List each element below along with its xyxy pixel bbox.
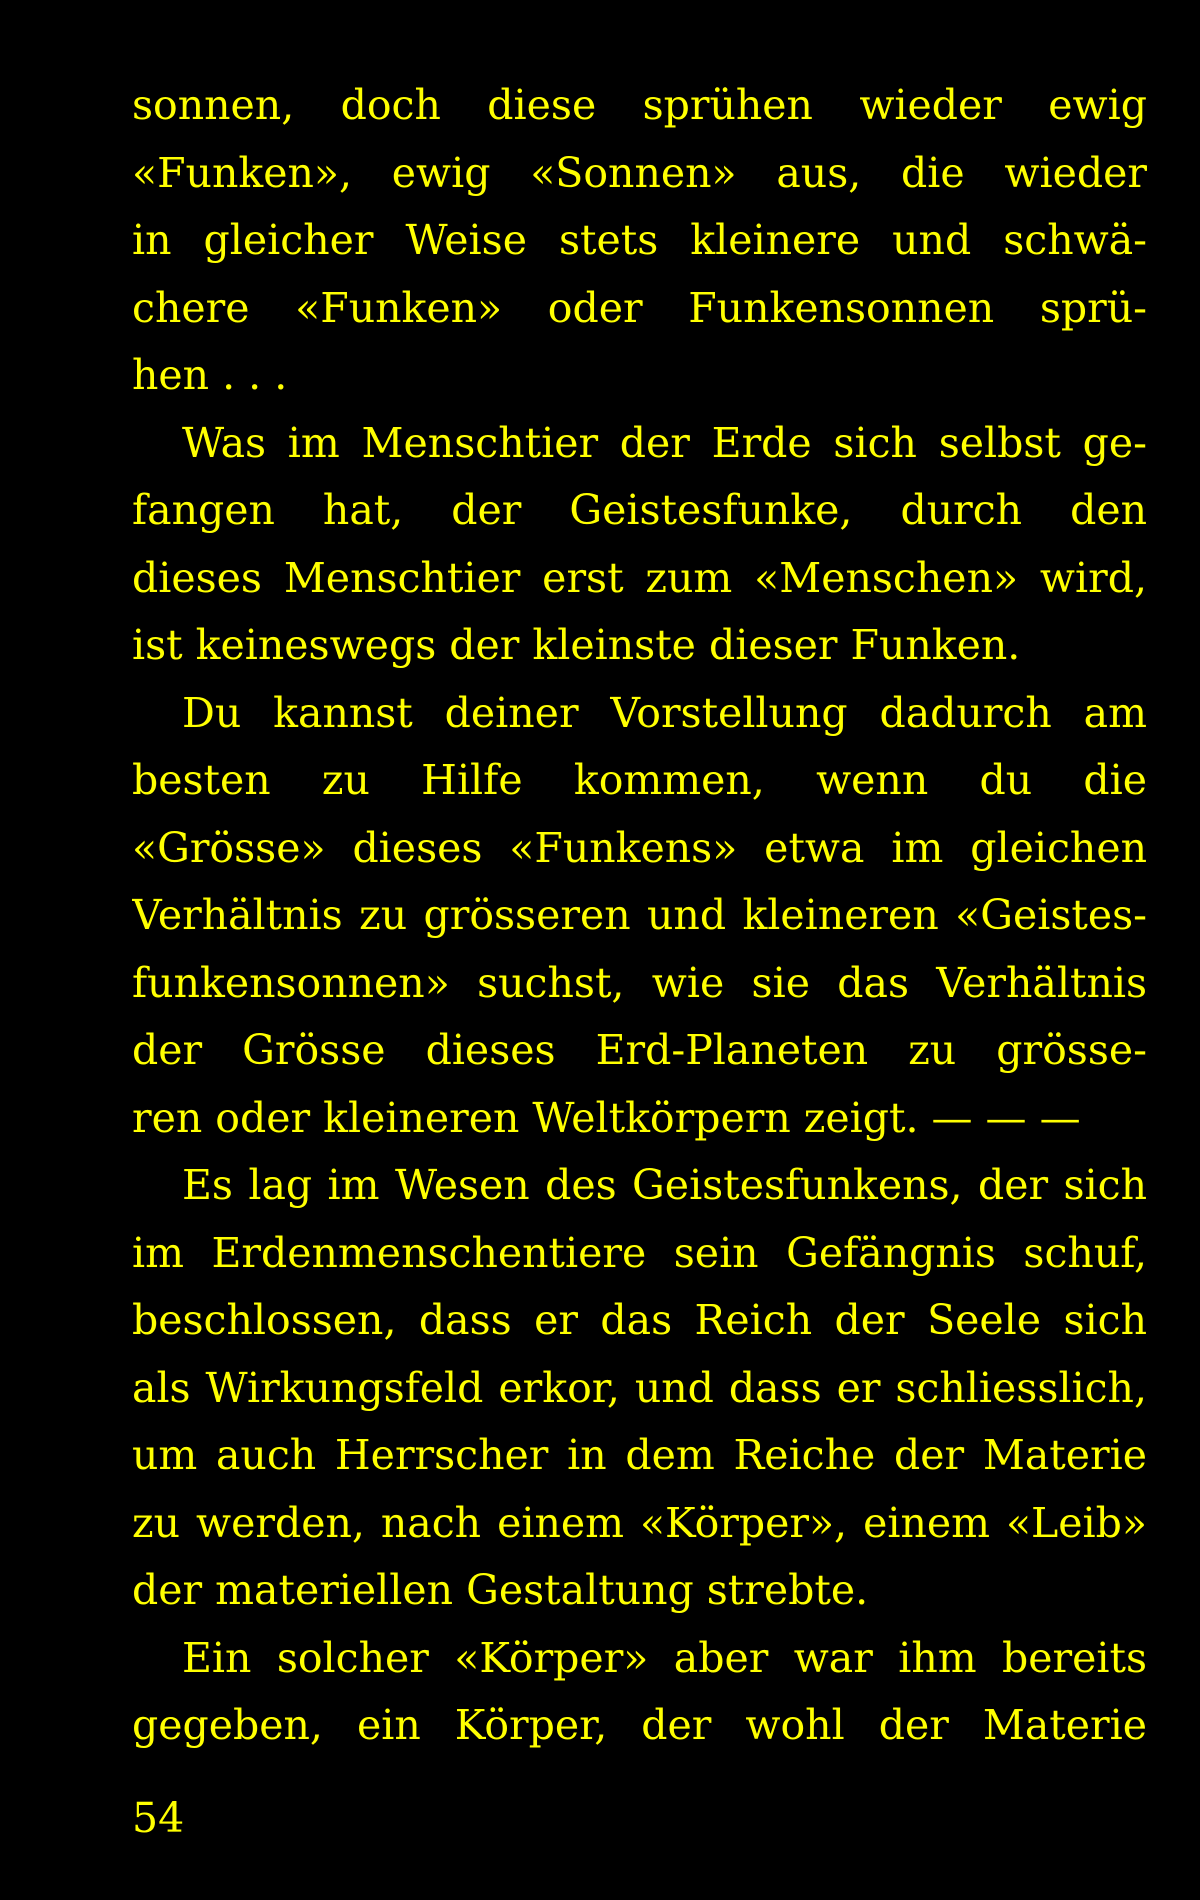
text-line: um auch Herrscher in dem Reiche der Materie <box>132 1431 1147 1479</box>
text-line: beschlossen, dass er das Reich der Seele sich <box>132 1296 1147 1344</box>
text-line: zu werden, nach einem «Körper», einem «Leib» <box>132 1498 1147 1547</box>
text-line: Es lag im Wesen des Geistesfunkens, der sich <box>182 1161 1147 1209</box>
text-line: ist keineswegs der kleinste dieser Funken. <box>132 621 1021 669</box>
text-line: der Grösse dieses Erd-Planeten zu grösse- <box>132 1026 1147 1074</box>
text-line: «Funken», ewig «Sonnen» aus, die wieder <box>132 148 1147 197</box>
text-line: ren oder kleineren Weltkörpern zeigt. — — — <box>132 1093 1081 1142</box>
text-line: chere «Funken» oder Funkensonnen sprü- <box>132 283 1147 332</box>
text-line: im Erdenmenschentiere sein Gefängnis schuf, <box>132 1228 1147 1277</box>
text-line: als Wirkungsfeld erkor, und dass er schliesslich, <box>132 1363 1147 1412</box>
text-line: Ein solcher «Körper» aber war ihm bereits <box>182 1633 1147 1682</box>
page-number: 54 <box>132 1794 185 1842</box>
text-line: Du kannst deiner Vorstellung dadurch am <box>182 688 1147 737</box>
text-line: dieses Menschtier erst zum «Menschen» wird, <box>132 553 1147 602</box>
text-line: gegeben, ein Körper, der wohl der Materie <box>132 1701 1147 1749</box>
text-line: hen . . . <box>132 351 288 399</box>
text-line: der materiellen Gestaltung strebte. <box>132 1566 869 1614</box>
body-text <box>132 72 1147 1760</box>
text-line: Verhältnis zu grösseren und kleineren «Geistes- <box>132 891 1147 939</box>
text-line: sonnen, doch diese sprühen wieder ewig <box>132 81 1147 129</box>
text-line: funkensonnen» suchst, wie sie das Verhältnis <box>132 958 1147 1007</box>
text-line: fangen hat, der Geistesfunke, durch den <box>132 486 1147 534</box>
text-line: in gleicher Weise stets kleinere und schwä- <box>132 216 1147 264</box>
text-line: Was im Menschtier der Erde sich selbst ge- <box>182 418 1147 467</box>
text-line: «Grösse» dieses «Funkens» etwa im gleichen <box>132 823 1147 872</box>
text-line: besten zu Hilfe kommen, wenn du die <box>132 756 1147 804</box>
